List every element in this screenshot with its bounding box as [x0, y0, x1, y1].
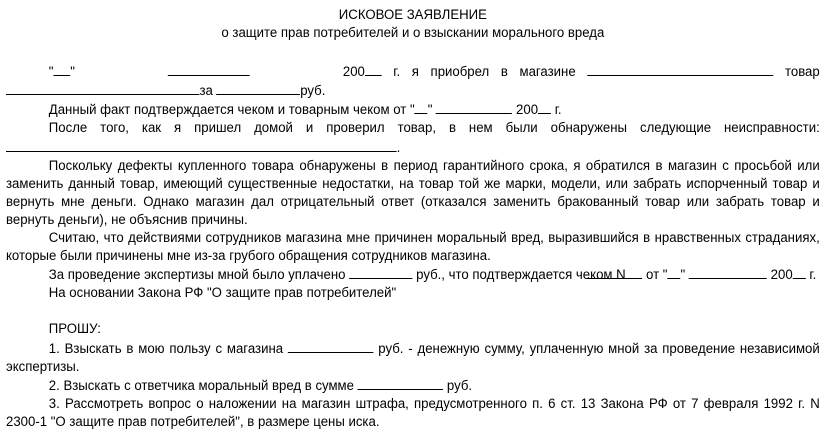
request-heading: ПРОШУ:: [48, 321, 101, 338]
paragraph-receipt: Данный факт подтверждается чеком и товарным чеком от " " 200 г.: [48, 102, 562, 119]
paragraph-moral-harm: Считаю, что действиями сотрудников магазина мне причинен моральный вред, выразившийся в нравственных страданиях, которые были причинены мне из-за грубого обращения сотрудников магазина.: [6, 230, 820, 265]
year-blank[interactable]: [365, 62, 382, 76]
paragraph-defects: После того, как я пришел домой и проверил товар, в нем были обнаружены следующие неисправности: .: [6, 119, 820, 156]
paragraph-expertise: За проведение экспертизы мной было уплачено руб., что подтверждается чеком N от " " 200 г.: [48, 267, 817, 284]
request-item-2: 2. Взыскать с ответчика моральный вред в сумме руб.: [48, 377, 473, 394]
paragraph-purchase-cont: за руб.: [6, 81, 820, 100]
month-blank[interactable]: [168, 62, 250, 76]
check-year-blank[interactable]: [793, 265, 806, 279]
receipt-day-blank[interactable]: [415, 100, 428, 114]
request-item-1: 1. Взыскать в мою пользу с магазина руб. - денежную сумму, уплаченную мной за проведение независимой экспертизы.: [6, 340, 820, 375]
request-2-sum-blank[interactable]: [358, 376, 444, 390]
paragraph-warranty: Поскольку дефекты купленного товара обнаружены в период гарантийного срока, я обратился в магазин с просьбой или заменить данный товар, имеющий существенные недостатки, на товар той же марки, модели, или забрать испорченный товар и вернуть мне деньги. Однако магазин дал отрицательный ответ (отказался заменить бракованный товар или забрать товар и вернуть деньги), не объяснив причины.: [6, 157, 820, 228]
check-month-blank[interactable]: [689, 265, 767, 279]
document: [6, 6, 820, 431]
price-blank[interactable]: [217, 81, 301, 95]
request-item-3: 3. Рассмотреть вопрос о наложении на магазин штрафа, предусмотренного п. 6 ст. 13 Закона РФ от 7 февраля 1992 г. N 2300-1 "О защите прав потребителей", в размере цены иска.: [6, 395, 820, 430]
document-subtitle: о защите прав потребителей и о взыскании морального вреда: [221, 25, 605, 42]
defects-blank[interactable]: [6, 138, 397, 152]
receipt-year-blank[interactable]: [538, 100, 551, 114]
request-1-sum-blank[interactable]: [288, 339, 374, 353]
paragraph-purchase: " " 200 г. я приобрел в магазине товар: [48, 64, 820, 81]
check-day-blank[interactable]: [667, 265, 680, 279]
document-title: ИСКОВОЕ ЗАЯВЛЕНИЕ: [338, 7, 487, 23]
check-number-blank[interactable]: [587, 265, 643, 279]
product-blank[interactable]: [6, 81, 199, 95]
day-blank[interactable]: [53, 62, 70, 76]
paragraph-law-basis: На основании Закона РФ "О защите прав потребителей": [48, 285, 397, 302]
receipt-month-blank[interactable]: [436, 100, 512, 114]
expertise-sum-blank[interactable]: [349, 265, 412, 279]
store-blank[interactable]: [587, 62, 773, 76]
